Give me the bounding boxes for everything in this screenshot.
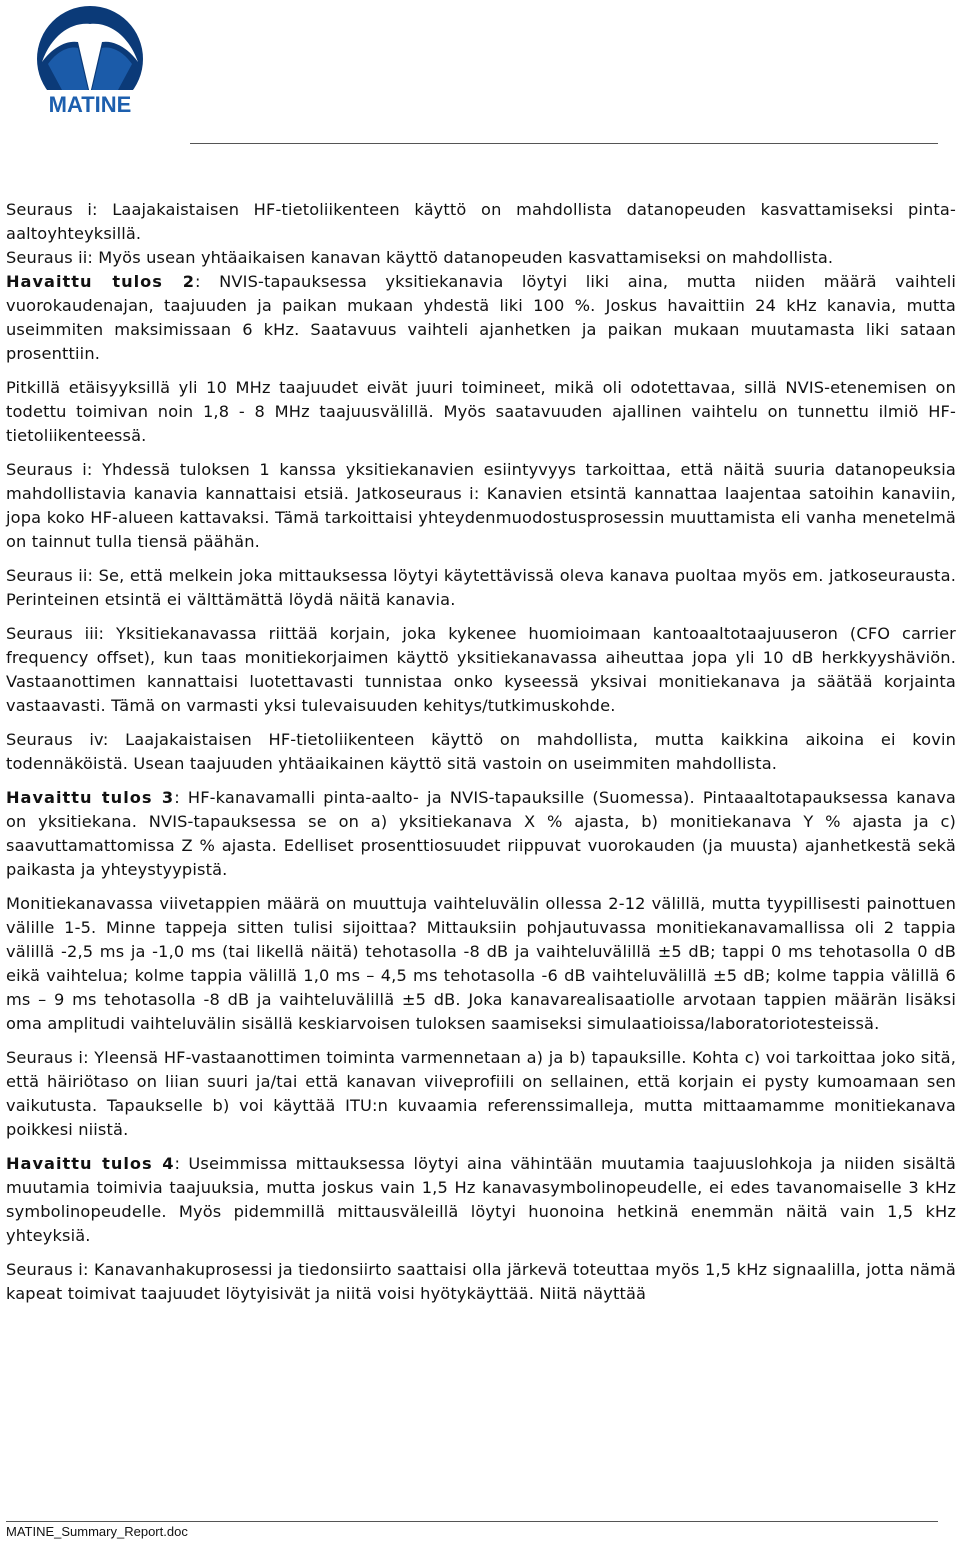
paragraph-4: Pitkillä etäisyyksillä yli 10 MHz taajuudet eivät juuri toimineet, mikä oli odotettavaa, sillä NVIS-etenemisen on todettu toimivan noin 1,8 - 8 MHz taajuusvälillä. Myös saatavuuden ajallinen vaihtelu on tunnettu ilmiö HF-tietoliikenteessä. <box>6 378 956 445</box>
paragraph-3: Havaittu tulos 2: NVIS-tapauksessa yksitiekanavia löytyi liki aina, mutta niiden määrä vaihteli vuorokaudenajan, taajuuden ja paikan mukaan yhdestä liki 100 %. Joskus havaittiin 24 kHz kanavia, mutta useimmiten maksimissaan 6 kHz. Saatavuus vaihteli ajanhetken ja paikan mukaan muutamasta liki sataan prosenttiin. <box>6 272 956 363</box>
paragraph-1: Seuraus i: Laajakaistaisen HF-tietoliikenteen käyttö on mahdollista datanopeuden kasvattamiseksi pinta-aaltoyhteyksillä. <box>6 200 956 243</box>
footer-divider <box>6 1521 938 1522</box>
document-body <box>6 198 956 1306</box>
finding-heading: Havaittu tulos 4 <box>6 1154 175 1173</box>
paragraph-7: Seuraus iii: Yksitiekanavassa riittää korjain, joka kykenee huomioimaan kantoaaltotaajuuseron (CFO carrier frequency offset), kun taas monitiekorjaimen käyttö yksitiekanavassa aiheuttaa jopa yli 10 dB herkkyyshäviön. Vastaanottimen kannattaisi luotettavasti tunnistaa onko kyseessä yksivai monitiekanava ja säätää korjainta vastaavasti. Tämä on varmasti yksi tulevaisuuden kehitys/tutkimuskohde. <box>6 624 956 715</box>
logo-wordmark: MATINE <box>48 92 132 117</box>
finding-heading: Havaittu tulos 3 <box>6 788 175 807</box>
paragraph-10: Monitiekanavassa viivetappien määrä on muuttuja vaihteluvälin ollessa 2-12 välillä, mutta tyypillisesti painottuen välille 1-5. Minne tappeja sitten tulisi sijoittaa? Mittauksiin pohjautuvassa monitiekanavamallissa oli 2 tappia välillä -2,5 ms ja -1,0 ms (tai likellä näitä) tehotasolla -8 dB ja vaihteluvälillä ±5 dB; tappi 0 ms tehotasolla 0 dB eikä vaihtelua; kolme tappia välillä 1,0 ms – 4,5 ms tehotasolla -6 dB vaihteluvälillä ±5 dB; kolme tappia välillä 6 ms – 9 ms tehotasolla -8 dB ja vaihteluvälillä ±5 dB. Joka kanavarealisaatiolle arvotaan tappien määrän lisäksi oma amplitudi vaihteluvälin sisällä keskiarvoisen tuloksen saamiseksi simulaatioissa/laboratoriotesteissä. <box>6 894 956 1033</box>
matine-logo-mark <box>18 4 163 118</box>
paragraph-5: Seuraus i: Yhdessä tuloksen 1 kanssa yksitiekanavien esiintyvyys tarkoittaa, että näitä suuria datanopeuksia mahdollistavia kanavia kannattaisi etsiä. Jatkoseuraus i: Kanavien etsintä kannattaa laajentaa satoihin kanaviin, jopa koko HF-alueen kattavaksi. Tämä tarkoittaisi yhteydenmuodostusprosessin muuttamista eli vanha menetelmä on tainnut tulla tiensä päähän. <box>6 460 956 551</box>
paragraph-12: Havaittu tulos 4: Useimmissa mittauksessa löytyi aina vähintään muutamia taajuuslohkoja ja niiden sisältä muutamia toimivia taajuuksia, mutta joskus vain 1,5 Hz kanavasymbolinopeudelle, ei edes tavanomaiselle 3 kHz symbolinopeudelle. Myös pidemmillä mittausväleillä löytyi huonoina hetkinä enemmän näitä vain 1,5 kHz yhteyksiä. <box>6 1154 956 1245</box>
paragraph-2: Seuraus ii: Myös usean yhtäaikaisen kanavan käyttö datanopeuden kasvattamiseksi on mahdollista. <box>6 248 834 267</box>
header-divider <box>190 143 938 144</box>
paragraph-6: Seuraus ii: Se, että melkein joka mittauksessa löytyi käytettävissä oleva kanava puoltaa myös em. jatkoseurausta. Perinteinen etsintä ei välttämättä löydä näitä kanavia. <box>6 566 956 609</box>
paragraph-8: Seuraus iv: Laajakaistaisen HF-tietoliikenteen käyttö on mahdollista, mutta kaikkina aikoina ei kovin todennäköistä. Usean taajuuden yhtäaikainen käyttö sitä vastoin on useimmiten mahdollista. <box>6 730 956 773</box>
paragraph-13: Seuraus i: Kanavanhakuprosessi ja tiedonsiirto saattaisi olla järkevä toteuttaa myös 1,5 kHz signaalilla, jotta nämä kapeat toimivat taajuudet löytyisivät ja niitä voisi hyötykäyttää. Niitä näyttää <box>6 1260 956 1303</box>
matine-logo <box>18 4 163 118</box>
paragraph-11: Seuraus i: Yleensä HF-vastaanottimen toiminta varmennetaan a) ja b) tapauksille. Kohta c) voi tarkoittaa joko sitä, että häiriötaso on liian suuri ja/tai että kanavan viiveprofiili on sellainen, että korjain ei pysty kumoamaan sen vaikutusta. Tapaukselle b) voi käyttää ITU:n kuvaamia referenssimalleja, mutta mittaamamme monitiekanava poikkesi niistä. <box>6 1048 956 1139</box>
footer-filename: MATINE_Summary_Report.doc <box>6 1524 188 1539</box>
finding-heading: Havaittu tulos 2 <box>6 272 196 291</box>
paragraph-9: Havaittu tulos 3: HF-kanavamalli pinta-aalto- ja NVIS-tapauksille (Suomessa). Pintaaaltotapauksessa kanava on yksitiekana. NVIS-tapauksessa se on a) yksitiekanava X % ajasta, b) monitiekanava Y % ajasta ja c) saavuttamattomissa Z % ajasta. Edelliset prosenttiosuudet riippuvat vuorokauden (ja muusta) ajanhetkestä sekä paikasta ja yhteystyypistä. <box>6 788 956 879</box>
